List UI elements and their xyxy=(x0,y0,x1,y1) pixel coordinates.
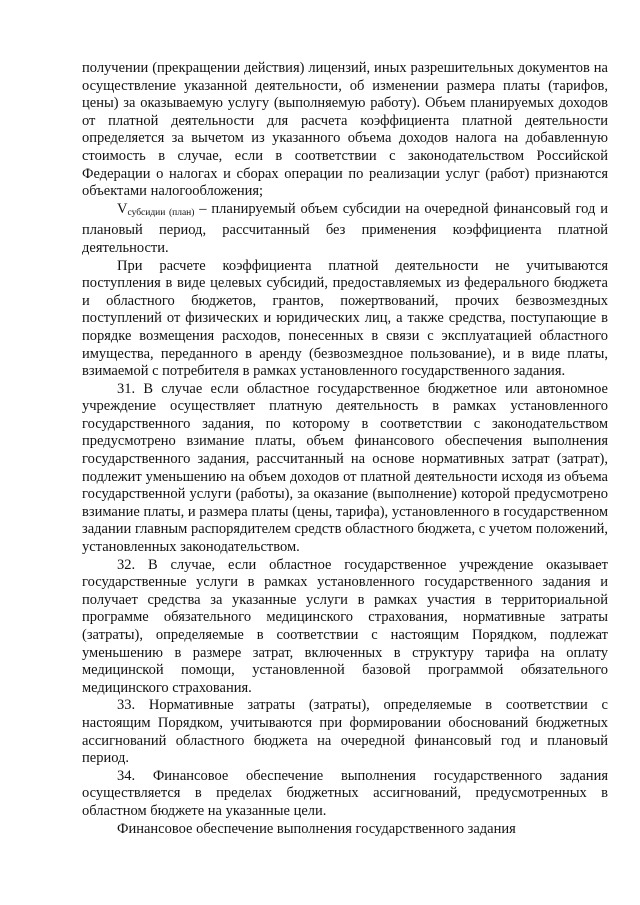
paragraph-item-34: 34. Финансовое обеспечение выполнения государственного задания осуществляется в пределах бюджетных ассигнований, предусмотренных в областном бюджете на указанные цели. xyxy=(82,767,608,819)
subsidy-symbol: V xyxy=(117,200,128,217)
subsidy-definition-text: – планируемый объем субсидии на очередной финансовый год и плановый период, рассчитанный без применения коэффициента платной деятельности. xyxy=(82,200,608,256)
paragraph-item-33: 33. Нормативные затраты (затраты), определяемые в соответствии с настоящим Порядком, учитываются при формировании обоснований бюджетных ассигнований областного бюджета на очередной финансовый год и плановый период. xyxy=(82,697,608,767)
paragraph-subsidy-definition xyxy=(82,201,608,258)
subsidy-subscript: субсидии (план) xyxy=(127,207,195,218)
document-page xyxy=(82,60,608,838)
paragraph-financing-fragment: Финансовое обеспечение выполнения государственного задания xyxy=(117,820,516,837)
paragraph-continuation: получении (прекращении действия) лицензий, иных разрешительных документов на осуществление указанной деятельности, об изменении размера платы (тарифов, цены) за оказываемую услугу (выполняемую работу). Объем планируемых доходов от платной деятельности для расчета коэффициента платной деятельности определяется за вычетом из указанного объема доходов налога на добавленную стоимость в случае, если в соответствии с законодательством Российской Федерации о налогах и сборах операции по реализации услуг (работ) признаются объектами налогообложения; xyxy=(82,60,608,200)
paragraph-item-31: 31. В случае если областное государственное бюджетное или автономное учреждение осуществляет платную деятельность в рамках установленного государственного задания, по которому в соответствии с законодательством предусмотрено взимание платы, объем финансового обеспечения выполнения государственного задания, рассчитанный на основе нормативных затрат (затрат), подлежит уменьшению на объем доходов от платной деятельности исходя из объема государственной услуги (работы), за оказание (выполнение) которой предусмотрено взимание платы, и размера платы (цены, тарифа), установленного в государственном задании главным распорядителем средств областного бюджета, с учетом положений, установленных законодательством. xyxy=(82,380,608,556)
paragraph-exclusions: При расчете коэффициента платной деятельности не учитываются поступления в виде целевых субсидий, предоставляемых из федерального бюджета и областного бюджетов, грантов, пожертвований, прочих безвозмездных поступлений от физических и юридических лиц, а также средства, поступающие в порядке возмещения расходов, понесенных в связи с эксплуатацией областного имущества, переданного в аренду (безвозмездное пользование), и в виде платы, взимаемой с потребителя в рамках установленного государственного задания. xyxy=(82,257,608,380)
paragraph-item-32: 32. В случае, если областное государственное учреждение оказывает государственные услуги в рамках установленного государственного задания и получает средства за указанные услуги в рамках участия в территориальной программе обязательного медицинского страхования, нормативные затраты (затраты), определяемые в соответствии с настоящим Порядком, подлежат уменьшению в размере затрат, включенных в структуру тарифа на оплату медицинской помощи, установленной базовой программой обязательного медицинского страхования. xyxy=(82,556,608,696)
